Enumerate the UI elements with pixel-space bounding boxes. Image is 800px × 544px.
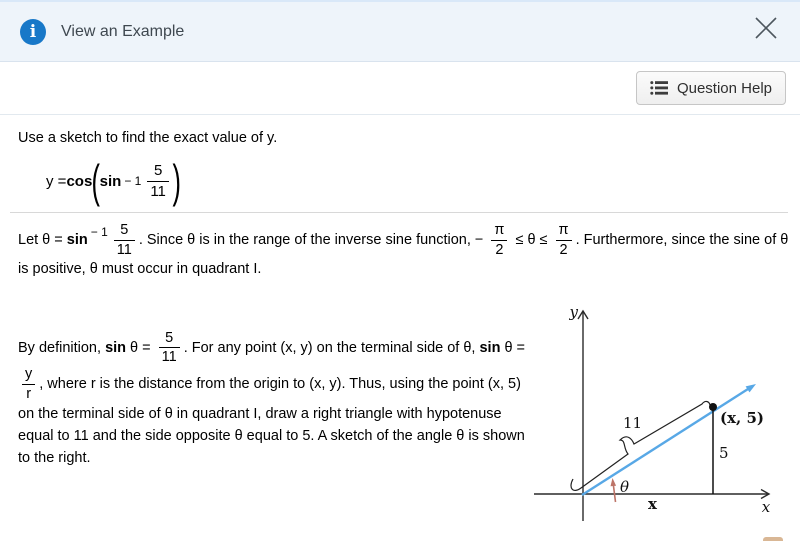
problem-formula: y = cos ( sin − 1 $\frac{5}{11}$ ) <box>46 155 181 207</box>
adjacent-side-label: x <box>648 495 657 513</box>
toolbar <box>0 62 800 115</box>
dialog-title: View an Example <box>61 22 185 40</box>
question-help-label: Question Help <box>676 79 772 97</box>
bottom-right-partial-element <box>763 537 783 541</box>
angle-arrow-head <box>611 478 617 486</box>
content <box>0 115 800 541</box>
close-button[interactable] <box>752 14 780 42</box>
point-dot <box>709 403 717 411</box>
close-icon <box>752 14 780 42</box>
list-icon <box>650 80 668 96</box>
divider <box>10 212 788 213</box>
hypotenuse-label: 11 <box>623 414 643 432</box>
solution-paragraph-1: Let θ = sin $^{- 1}$ $\frac{5}{11}$ . Since θ is in the range of the inverse sine function, − $\frac{\pi}{2}$ ≤ θ ≤ $\frac{\pi}{2}$ . Furthermore, since the sine of θ is positive, θ must occur in quadrant I. <box>18 222 789 278</box>
opposite-side-label: 5 <box>719 444 729 462</box>
point-label: (x, 5) <box>720 409 765 427</box>
y-axis-label: y <box>569 303 578 321</box>
terminal-ray <box>582 389 748 495</box>
sketch-figure <box>530 297 794 539</box>
question-help-button[interactable] <box>636 71 786 105</box>
info-icon: i <box>20 19 46 45</box>
angle-label: θ <box>620 478 630 496</box>
solution-paragraph-2: By definition, sin θ = $\frac{5}{11}$ . For any point (x, y) on the terminal side of θ, sin θ = $\frac{y}{r}$ , where r is the distance from the origin to (x, y). Thus, using the point (x, 5) on the terminal side of θ in quadrant I, draw a right triangle with hypotenuse equal to 11 and the side opposite θ equal to 5. A sketch of the angle θ is shown to the right. <box>18 329 526 467</box>
terminal-ray-arrow <box>746 384 756 392</box>
sketch-svg <box>530 297 794 539</box>
problem-prompt: Use a sketch to find the exact value of y. <box>18 130 278 146</box>
dialog-header <box>0 0 800 62</box>
x-axis-label: x <box>761 498 771 516</box>
